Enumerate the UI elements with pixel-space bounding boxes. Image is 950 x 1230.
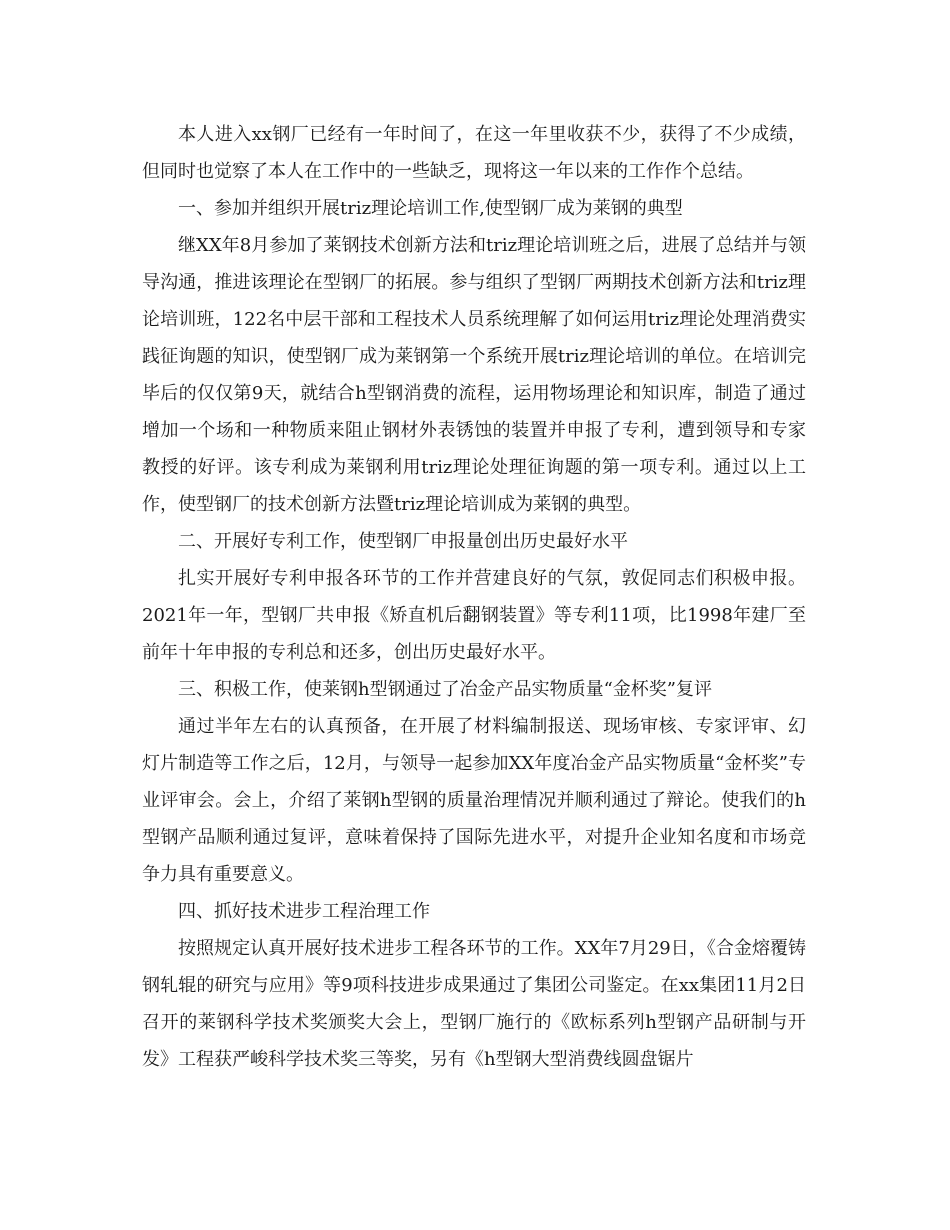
document-body: [142, 116, 806, 1078]
intro-paragraph: 本人进入xx钢厂已经有一年时间了，在这一年里收获不少，获得了不少成绩，但同时也觉察了本人在工作中的一些缺乏，现将这一年以来的工作作个总结。: [142, 124, 806, 182]
section-body-4: 按照规定认真开展好技术进步工程各环节的工作。XX年7月29日，《合金熔覆铸钢轧辊的研究与应用》等9项科技进步成果通过了集团公司鉴定。在xx集团11月2日召开的莱钢科学技术奖颁奖大会上，型钢厂施行的《欧标系列h型钢产品研制与开发》工程获严峻科学技术奖三等奖，另有《h型钢大型消费线圆盘锯片: [142, 938, 806, 1070]
section-heading-2: 二、开展好专利工作，使型钢厂申报量创出历史最好水平: [178, 531, 628, 552]
section-body-3: 通过半年左右的认真预备，在开展了材料编制报送、现场审核、专家评审、幻灯片制造等工作之后，12月，与领导一起参加XX年度冶金产品实物质量“金杯奖”专业评审会。会上，介绍了莱钢h型钢的质量治理情况并顺利通过了辩论。使我们的h型钢产品顺利通过复评，意味着保持了国际先进水平，对提升企业知名度和市场竞争力具有重要意义。: [142, 716, 806, 885]
section-body-1: 继XX年8月参加了莱钢技术创新方法和triz理论培训班之后，进展了总结并与领导沟通，推进该理论在型钢厂的拓展。参与组织了型钢厂两期技术创新方法和triz理论培训班，122名中层干部和工程技术人员系统理解了如何运用triz理论处理消费实践征询题的知识，使型钢厂成为莱钢第一个系统开展triz理论培训的单位。在培训完毕后的仅仅第9天，就结合h型钢消费的流程，运用物场理论和知识库，制造了通过增加一个场和一种物质来阻止钢材外表锈蚀的装置并申报了专利，遭到领导和专家教授的好评。该专利成为莱钢利用triz理论处理征询题的第一项专利。通过以上工作，使型钢厂的技术创新方法暨triz理论培训成为莱钢的典型。: [142, 235, 806, 515]
section-heading-4: 四、抓好技术进步工程治理工作: [178, 901, 430, 922]
section-heading-1: 一、参加并组织开展triz理论培训工作,使型钢厂成为莱钢的典型: [178, 198, 683, 219]
section-heading-3: 三、积极工作，使莱钢h型钢通过了冶金产品实物质量“金杯奖”复评: [178, 679, 712, 700]
section-body-2: 扎实开展好专利申报各环节的工作并营建良好的气氛，敦促同志们积极申报。2021年一年，型钢厂共申报《矫直机后翻钢装置》等专利11项，比1998年建厂至前年十年申报的专利总和还多，创出历史最好水平。: [142, 568, 806, 663]
